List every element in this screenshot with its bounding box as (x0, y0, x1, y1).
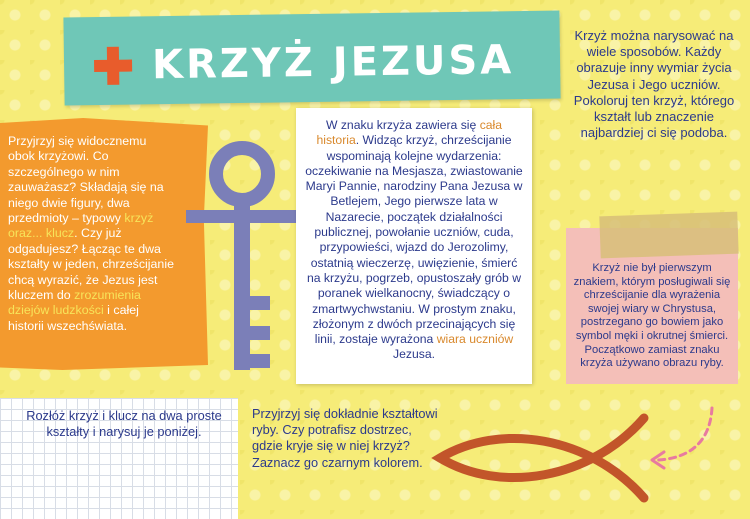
drawing-instruction: Rozłóż krzyż i klucz na dwa proste kształty i narysuj je poniżej. (26, 408, 222, 439)
history-text-part: . Widząc krzyż, chrześcijanie wspominają kolejne wydarzenia: oczekiwanie na Mesjasza, zwiastowanie Maryi Pannie, narodziny Pana Jezusa w Betlejem, Jego pierwsze lata w Nazarecie, początek działalności publicznej, powołanie uczniów, cuda, przypowieści, wjazd do Jerozolimy, ostatnią wieczerzę, uwięzienie, śmierć na krzyżu, pogrzeb, opustoszały grób w poranek wielkanocny, świadczący o zmartwychwstaniu. W prostym znaku, złożonym z dwóch przecinających się linii, zostaje wyrażona (305, 133, 523, 347)
fish-symbol-illustration[interactable] (430, 410, 650, 506)
orange-text-part: Przyjrzyj się widocznemu obok krzyżowi. Co szczególnego w nim zauważasz? Składają się na niego dwie figury, dwa przedmioty – typowy (8, 134, 164, 226)
history-text-part: Jezusa. (392, 347, 435, 362)
dashed-arrow-icon (640, 402, 720, 472)
orange-text-part: . Czy już odgadujesz? Łącząc te dwa kształty w jeden, chrześcijanie chcą wyrazić, że Jezus jest kluczem do (8, 226, 174, 303)
history-text-part: W znaku krzyża zawiera się (325, 118, 480, 132)
title-banner (63, 11, 560, 106)
history-highlight: cała historia (316, 118, 503, 148)
orange-text-part: i całej historii wszechświata. (8, 303, 139, 333)
key-cross-illustration (186, 140, 298, 372)
faith-highlight: wiara uczniów (436, 332, 514, 347)
orange-note-text (8, 134, 176, 334)
history-card-text (304, 118, 524, 363)
tape-strip (599, 212, 738, 259)
fish-instruction: Przyjrzyj się dokładnie kształtowi ryby. Czy potrafisz dostrzec, gdzie kryje się w niej krzyż? Zaznacz go czarnym kolorem. (252, 406, 438, 470)
intro-text: Krzyż można narysować na wiele sposobów. Każdy obrazuje inny wymiar życia Jezusa i Jego uczniów. Pokoloruj ten krzyż, którego kształt lub znaczenie najbardziej ci się podoba. (573, 28, 735, 141)
plus-cross-icon (94, 47, 133, 86)
pink-note-text: Krzyż nie był pierwszym znakiem, którym posługiwali się chrześcijanie dla wyrażenia swojej wiary w Chrystusa, postrzegano go bowiem jako symbol męki i okrutnej śmierci. Początkowo zamiast znaku krzyża używano obrazu ryby. (573, 262, 731, 370)
orange-highlight-history: zrozumienia dziejów ludzkości (8, 288, 141, 318)
orange-highlight-cross-key: krzyż oraz... klucz (8, 211, 154, 241)
page-title: KRZYŻ JEZUSA (151, 37, 515, 89)
